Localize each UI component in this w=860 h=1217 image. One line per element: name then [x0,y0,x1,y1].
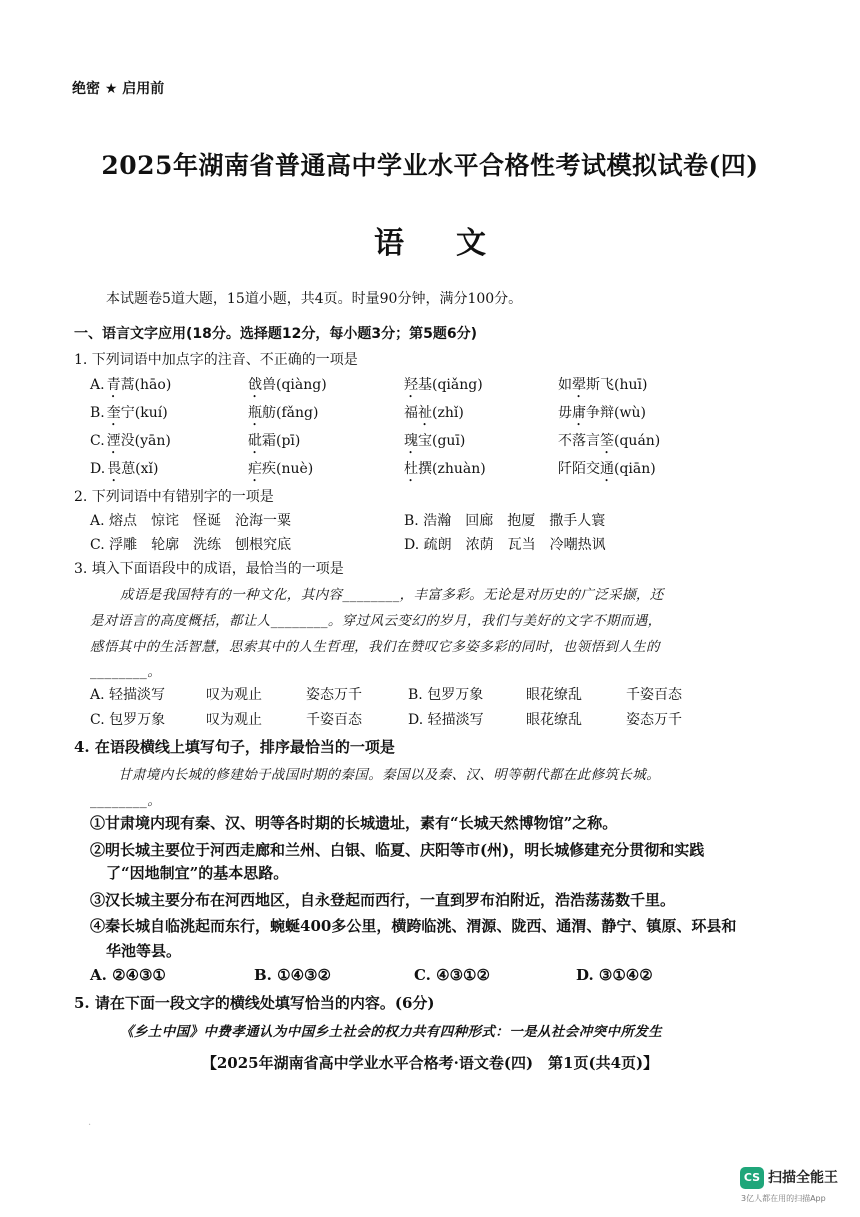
q5-passage: 《乡土中国》中费孝通认为中国乡土社会的权力共有四种形式：一是从社会冲突中所发生 [120,1024,663,1040]
q1-option-item [404,458,486,485]
camscanner-name: 扫描全能王 [768,1170,838,1186]
q3-option-cell: 姿态万千 [626,712,682,728]
q1-option-item [90,430,171,457]
q1-word-post: 宁(kuí) [120,405,168,421]
q3-stem: 3. 填入下面语段中的成语，最恰当的一项是 [74,561,344,577]
q1-option-item [404,402,464,429]
q1-word-post: 斯飞(huī) [586,377,648,393]
q1-word-post: 舫(fǎng) [262,405,319,421]
q1-dotted-char: 羟 [404,377,418,393]
q1-word-post: 蒿(hāo) [120,377,172,393]
q1-option-item [558,458,656,485]
q3-option-cell: D. 轻描淡写 [408,712,484,728]
q1-dotted-char: 疟 [248,461,262,477]
q1-dotted-char: 瑰 [404,433,418,449]
q2-option-b: B. 浩瀚 回廊 抱厦 撒手人寰 [404,513,606,529]
q1-word-post: 宝(guī) [418,433,466,449]
q1-stem: 1. 下列词语中加点字的注音、不正确的一项是 [74,352,358,368]
q3-option-cell: 姿态万千 [306,687,362,703]
q4-item-2-cont: 了“因地制宜”的基本思路。 [106,864,289,882]
q1-word-post: (zhǐ) [432,405,464,421]
q1-option-label: C. [90,433,105,449]
q1-dotted-char: 奎 [106,405,121,421]
q1-option-item [248,374,327,401]
q1-dotted-char: 湮 [106,433,121,449]
q1-dotted-char: 杜 [404,461,418,477]
q1-option-label: B. [90,405,105,421]
q4-option-c: C. ④③①② [414,966,490,984]
q1-word-post: 兽(qiàng) [262,377,327,393]
q1-option-item [90,374,171,401]
stray-mark: · [88,1120,92,1131]
q3-passage-line: 是对语言的高度概括，都让人________。穿过风云变幻的岁月，我们与美好的文字不期而遇， [90,613,662,629]
q1-word-pre: 如 [558,377,572,393]
q1-dotted-char: 畏 [107,461,122,477]
q4-item-4: ④秦长城自临洮起而东行，蜿蜒400多公里，横跨临洮、渭源、陇西、通渭、静宁、镇原、环县和 [90,917,737,935]
q1-dotted-char: 筌 [600,433,614,449]
q1-dotted-char: 翚 [572,377,586,393]
q5-stem: 5. 请在下面一段文字的横线处填写恰当的内容。(6分) [74,994,435,1012]
q1-dotted-char: 青 [106,377,121,393]
q1-option-item [248,402,318,429]
q3-passage-line: ________。 [90,664,162,680]
q3-option-cell: B. 包罗万象 [408,687,484,703]
q1-option-item [248,430,300,457]
q1-word-pre: 毋 [558,405,572,421]
q4-item-3: ③汉长城主要分布在河西地区，自永登起而西行，一直到罗布泊附近，浩浩荡荡数千里。 [90,891,676,909]
q1-option-label: D. [90,461,106,477]
q4-option-d: D. ③①④② [576,966,653,984]
q3-passage-line: 感悟其中的生活智慧，思索其中的人生哲理，我们在赞叹它多姿多彩的同时，也领悟到人生的 [90,639,660,655]
q1-option-item [558,430,660,457]
q3-passage-line: 成语是我国特有的一种文化，其内容________，丰富多彩。无论是对历史的广泛采撷，还 [120,587,664,603]
camscanner-logo-icon: CS [740,1167,764,1189]
q3-option-cell: C. 包罗万象 [90,712,166,728]
q1-word-post: 葸(xǐ) [121,461,159,477]
subject-title: 语文 [374,226,538,261]
q3-option-cell: 眼花缭乱 [526,687,582,703]
q1-dotted-char: 通 [600,461,614,477]
q1-dotted-char: 祉 [418,405,432,421]
camscanner-tagline: 3亿人都在用的扫描App [741,1194,826,1203]
q1-word-pre: 不落言 [558,433,600,449]
q3-option-cell: 眼花缭乱 [526,712,582,728]
q3-option-cell: A. 轻描淡写 [90,687,166,703]
q2-option-a: A. 熔点 惊诧 怪诞 沧海一粟 [90,513,292,529]
q2-option-d: D. 疏朗 浓荫 瓦当 冷嘲热讽 [404,537,606,553]
q4-stem: 4. 在语段横线上填写句子，排序最恰当的一项是 [74,738,395,756]
q4-passage: 甘肃境内长城的修建始于战国时期的秦国。秦国以及秦、汉、明等朝代都在此修筑长城。 [118,767,661,783]
q1-option-item [404,430,465,457]
exam-title: 2025年湖南省普通高中学业水平合格性考试模拟试卷(四) [101,151,759,180]
q1-word-pre: 阡陌交 [558,461,600,477]
q1-dotted-char: 砒 [248,433,262,449]
confidential-label: 绝密 ★ 启用前 [72,81,165,97]
q3-option-cell: 叹为观止 [206,687,262,703]
q1-word-post: 疾(nuè) [262,461,314,477]
page-footer: 【2025年湖南省高中学业水平合格考·语文卷(四) 第1页(共4页)】 [201,1054,659,1072]
q1-word-pre: 福 [404,405,418,421]
q1-word-post: 基(qiǎng) [418,377,483,393]
q1-option-item [558,402,646,429]
q1-option-item [90,458,158,485]
q1-word-post: (qiān) [614,461,656,477]
q1-word-post: 撰(zhuàn) [418,461,486,477]
q1-word-post: (quán) [614,433,661,449]
q3-option-cell: 叹为观止 [206,712,262,728]
q4-item-2: ②明长城主要位于河西走廊和兰州、白银、临夏、庆阳等市(州)，明长城修建充分贯彻和实践 [90,841,705,859]
q4-option-a: A. ②④③① [90,966,166,984]
q3-option-cell: 千姿百态 [306,712,362,728]
q4-blank: ________。 [90,793,162,809]
q1-option-label: A. [90,377,105,393]
exam-intro: 本试题卷5道大题，15道小题，共4页。时量90分钟，满分100分。 [106,291,523,307]
q4-option-b: B. ①④③② [254,966,331,984]
q1-word-post: 霜(pī) [262,433,301,449]
q1-option-item [90,402,168,429]
q4-item-4-cont: 华池等县。 [106,942,182,960]
q2-option-c: C. 浮雕 轮廓 洗练 刨根究底 [90,537,292,553]
q1-word-post: 争辩(wù) [586,405,646,421]
q1-option-item [248,458,313,485]
q3-option-cell: 千姿百态 [626,687,682,703]
q4-item-1: ①甘肃境内现有秦、汉、明等各时期的长城遗址，素有“长城天然博物馆”之称。 [90,814,618,832]
section-1-title: 一、语言文字应用(18分。选择题12分，每小题3分；第5题6分) [74,326,477,342]
q1-option-item [404,374,483,401]
q1-dotted-char: 瓶 [248,405,262,421]
q1-option-item [558,374,647,401]
q1-dotted-char: 庸 [572,405,586,421]
q2-stem: 2. 下列词语中有错别字的一项是 [74,489,274,505]
q1-dotted-char: 戗 [248,377,262,393]
q1-word-post: 没(yān) [120,433,171,449]
